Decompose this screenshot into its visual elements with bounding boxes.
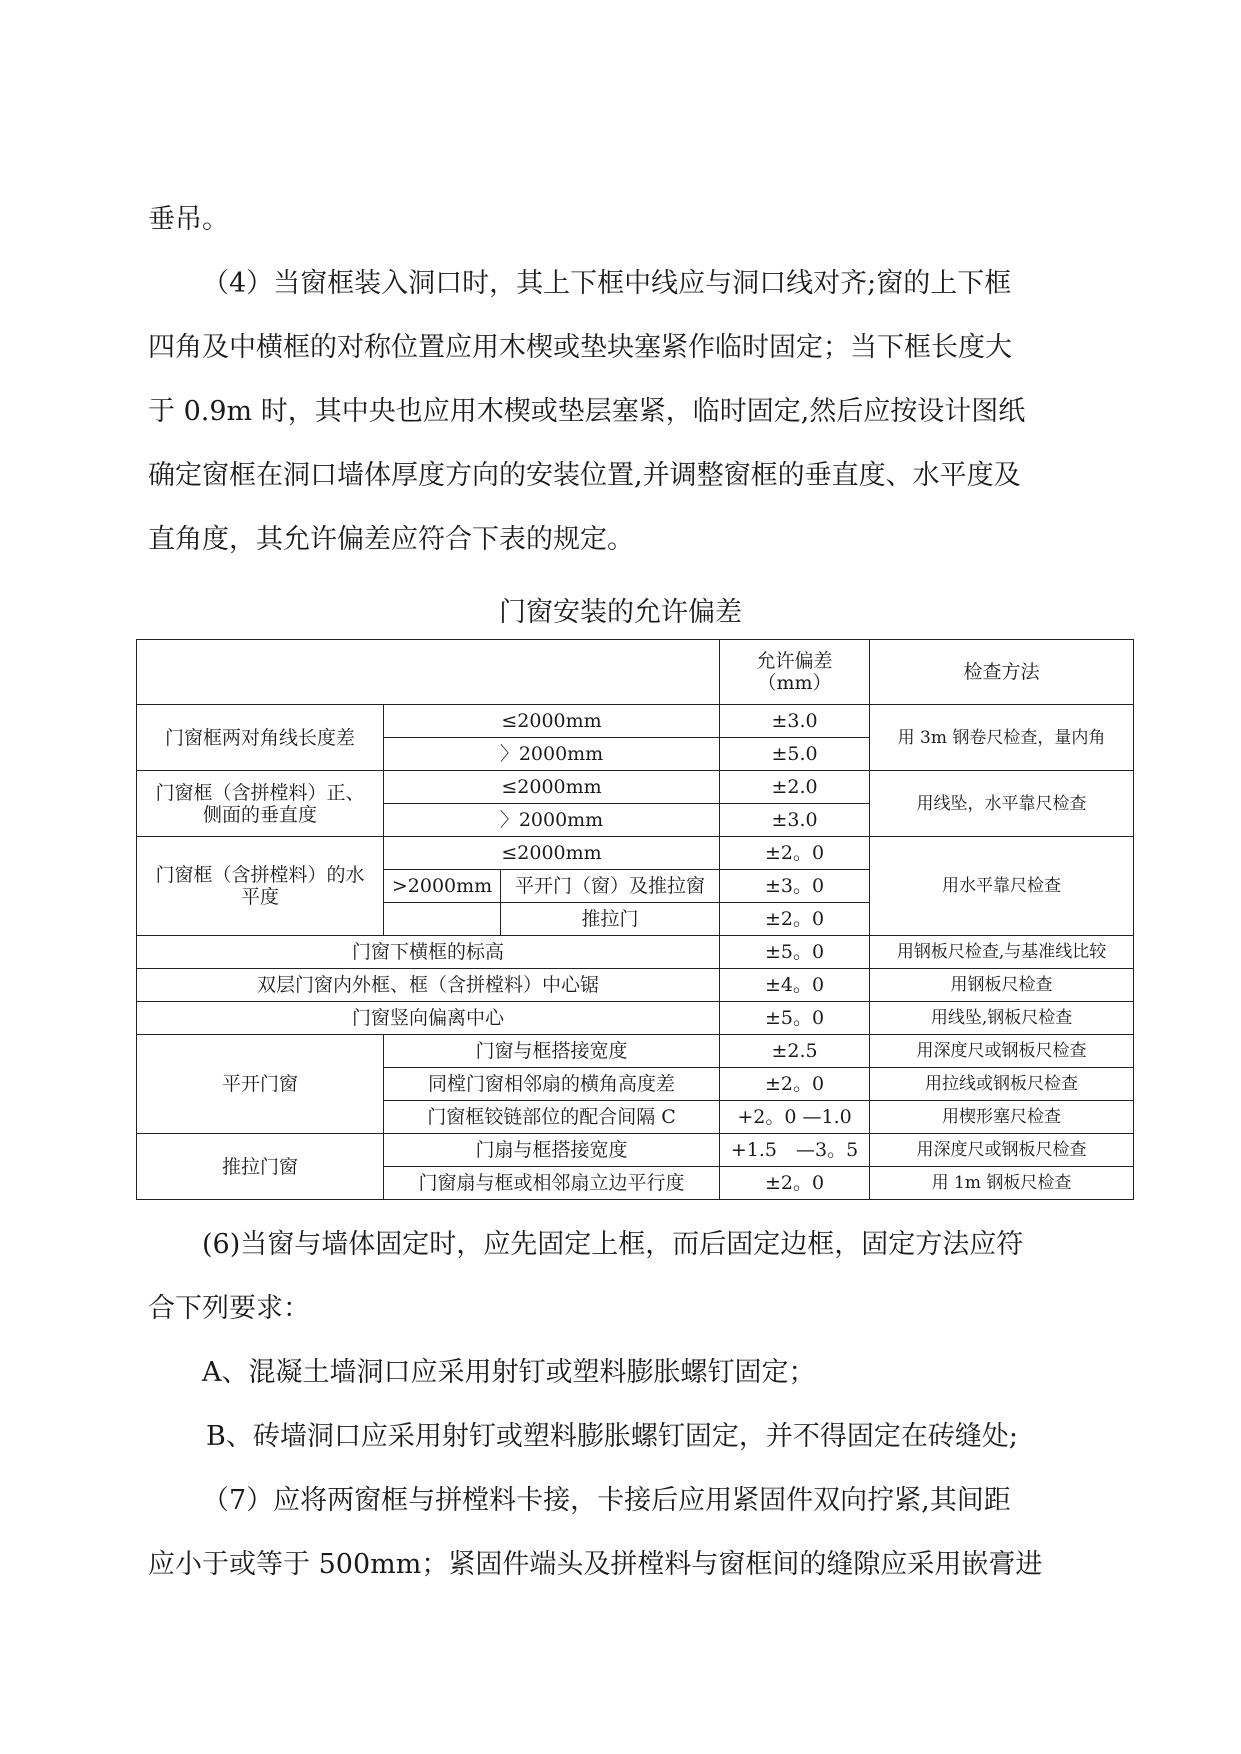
row-subcondition: 平开门（窗）及推拉窗 [501, 870, 720, 903]
para7-line-2: 应小于或等于 500mm；紧固件端头及拼樘料与窗框间的缝隙应采用嵌膏进 [148, 1549, 1043, 1580]
para6-line-2: 合下列要求： [148, 1293, 310, 1324]
header-tolerance: 允许偏差 [756, 650, 833, 672]
para4-line-3: 于 0.9m 时，其中央也应用木楔或垫层塞紧，临时固定,然后应按设计图纸 [148, 396, 1026, 427]
row-method: 用水平靠尺检查 [870, 837, 1134, 936]
item-a: A、混凝土墙洞口应采用射钉或塑料膨胀螺钉固定； [202, 1357, 816, 1388]
row-value: ±5。0 [720, 936, 870, 969]
row-value: ±2。0 [720, 837, 870, 870]
table-row [137, 837, 1134, 870]
row-value: ±2.0 [720, 771, 870, 804]
table-row [137, 705, 1134, 738]
row-method: 用楔形塞尺检查 [870, 1101, 1134, 1134]
row-method: 用线坠,钢板尺检查 [870, 1002, 1134, 1035]
row-method: 用线坠，水平靠尺检查 [870, 771, 1134, 837]
intro-paragraph [148, 188, 1088, 252]
row-condition: 〉2000mm [384, 738, 720, 771]
para4-line-1: （4）当窗框装入洞口时，其上下框中线应与洞口线对齐;窗的上下框 [202, 268, 1012, 299]
row-condition: 门窗框铰链部位的配合间隔 C [384, 1101, 720, 1134]
header-unit: （mm） [757, 672, 832, 694]
header-method: 检查方法 [870, 640, 1134, 705]
row-item: 门窗下横框的标高 [137, 936, 720, 969]
row-value: ±5。0 [720, 1002, 870, 1035]
intro-line: 垂吊。 [148, 204, 229, 235]
row-subcondition: 推拉门 [501, 903, 720, 936]
header-blank-cell [137, 640, 720, 705]
table-row [137, 1035, 1134, 1068]
row-method: 用钢板尺检查 [870, 969, 1134, 1002]
para4-line-2: 四角及中横框的对称位置应用木楔或垫块塞紧作临时固定；当下框长度大 [148, 332, 1012, 363]
tolerance-table [136, 639, 1134, 1200]
para4-line-5: 直角度，其允许偏差应符合下表的规定。 [148, 524, 634, 555]
row-method: 用深度尺或钢板尺检查 [870, 1134, 1134, 1167]
row-value: ±2。0 [720, 903, 870, 936]
row-value: ±3。0 [720, 870, 870, 903]
row-value: ±3.0 [720, 804, 870, 837]
row-condition: 同樘门窗相邻扇的横角高度差 [384, 1068, 720, 1101]
row-method: 用深度尺或钢板尺检查 [870, 1035, 1134, 1068]
row-condition: >2000mm [384, 870, 501, 903]
row-condition: 门窗与框搭接宽度 [384, 1035, 720, 1068]
row-method: 用钢板尺检查,与基准线比较 [870, 936, 1134, 969]
row-condition: ≤2000mm [384, 837, 720, 870]
row-value: ±5.0 [720, 738, 870, 771]
table-row [137, 936, 1134, 969]
row-method: 用拉线或钢板尺检查 [870, 1068, 1134, 1101]
row-empty-cell [384, 903, 501, 936]
table-row [137, 1134, 1134, 1167]
row-value: +2。0 —1.0 [720, 1101, 870, 1134]
row-value: ±3.0 [720, 705, 870, 738]
row-item: 门窗框（含拼樘料）正、侧面的垂直度 [137, 771, 384, 837]
row-value: ±2。0 [720, 1167, 870, 1200]
table-header-row [137, 640, 1134, 705]
header-tolerance-cell [720, 640, 870, 705]
para4-line-4: 确定窗框在洞口墙体厚度方向的安装位置,并调整窗框的垂直度、水平度及 [148, 460, 1021, 491]
row-item: 平开门窗 [137, 1035, 384, 1134]
row-item: 门窗框（含拼樘料）的水平度 [137, 837, 384, 936]
item-b: B、砖墙洞口应采用射钉或塑料膨胀螺钉固定，并不得固定在砖缝处; [206, 1421, 1018, 1452]
para7-line-1: （7）应将两窗框与拼樘料卡接，卡接后应用紧固件双向拧紧,其间距 [202, 1485, 1011, 1516]
paragraph-4 [148, 252, 1088, 572]
table-row [137, 1002, 1134, 1035]
row-value: ±2。0 [720, 1068, 870, 1101]
row-condition: 门扇与框搭接宽度 [384, 1134, 720, 1167]
row-condition: 〉2000mm [384, 804, 720, 837]
table-row [137, 771, 1134, 804]
row-condition: ≤2000mm [384, 771, 720, 804]
row-item: 双层门窗内外框、框（含拼樘料）中心锯 [137, 969, 720, 1002]
table-caption: 门窗安装的允许偏差 [499, 597, 742, 628]
para6-line-1: (6)当窗与墙体固定时，应先固定上框，而后固定边框，固定方法应符 [202, 1229, 1024, 1260]
row-item: 推拉门窗 [137, 1134, 384, 1200]
row-value: +1.5 —3。5 [720, 1134, 870, 1167]
row-method: 用 1m 钢板尺检查 [870, 1167, 1134, 1200]
row-value: ±2.5 [720, 1035, 870, 1068]
row-condition: 门窗扇与框或相邻扇立边平行度 [384, 1167, 720, 1200]
row-method: 用 3m 钢卷尺检查，量内角 [870, 705, 1134, 771]
row-item: 门窗框两对角线长度差 [137, 705, 384, 771]
paragraph-6 [148, 1213, 1088, 1597]
row-item: 门窗竖向偏离中心 [137, 1002, 720, 1035]
table-row [137, 969, 1134, 1002]
row-value: ±4。0 [720, 969, 870, 1002]
row-condition: ≤2000mm [384, 705, 720, 738]
